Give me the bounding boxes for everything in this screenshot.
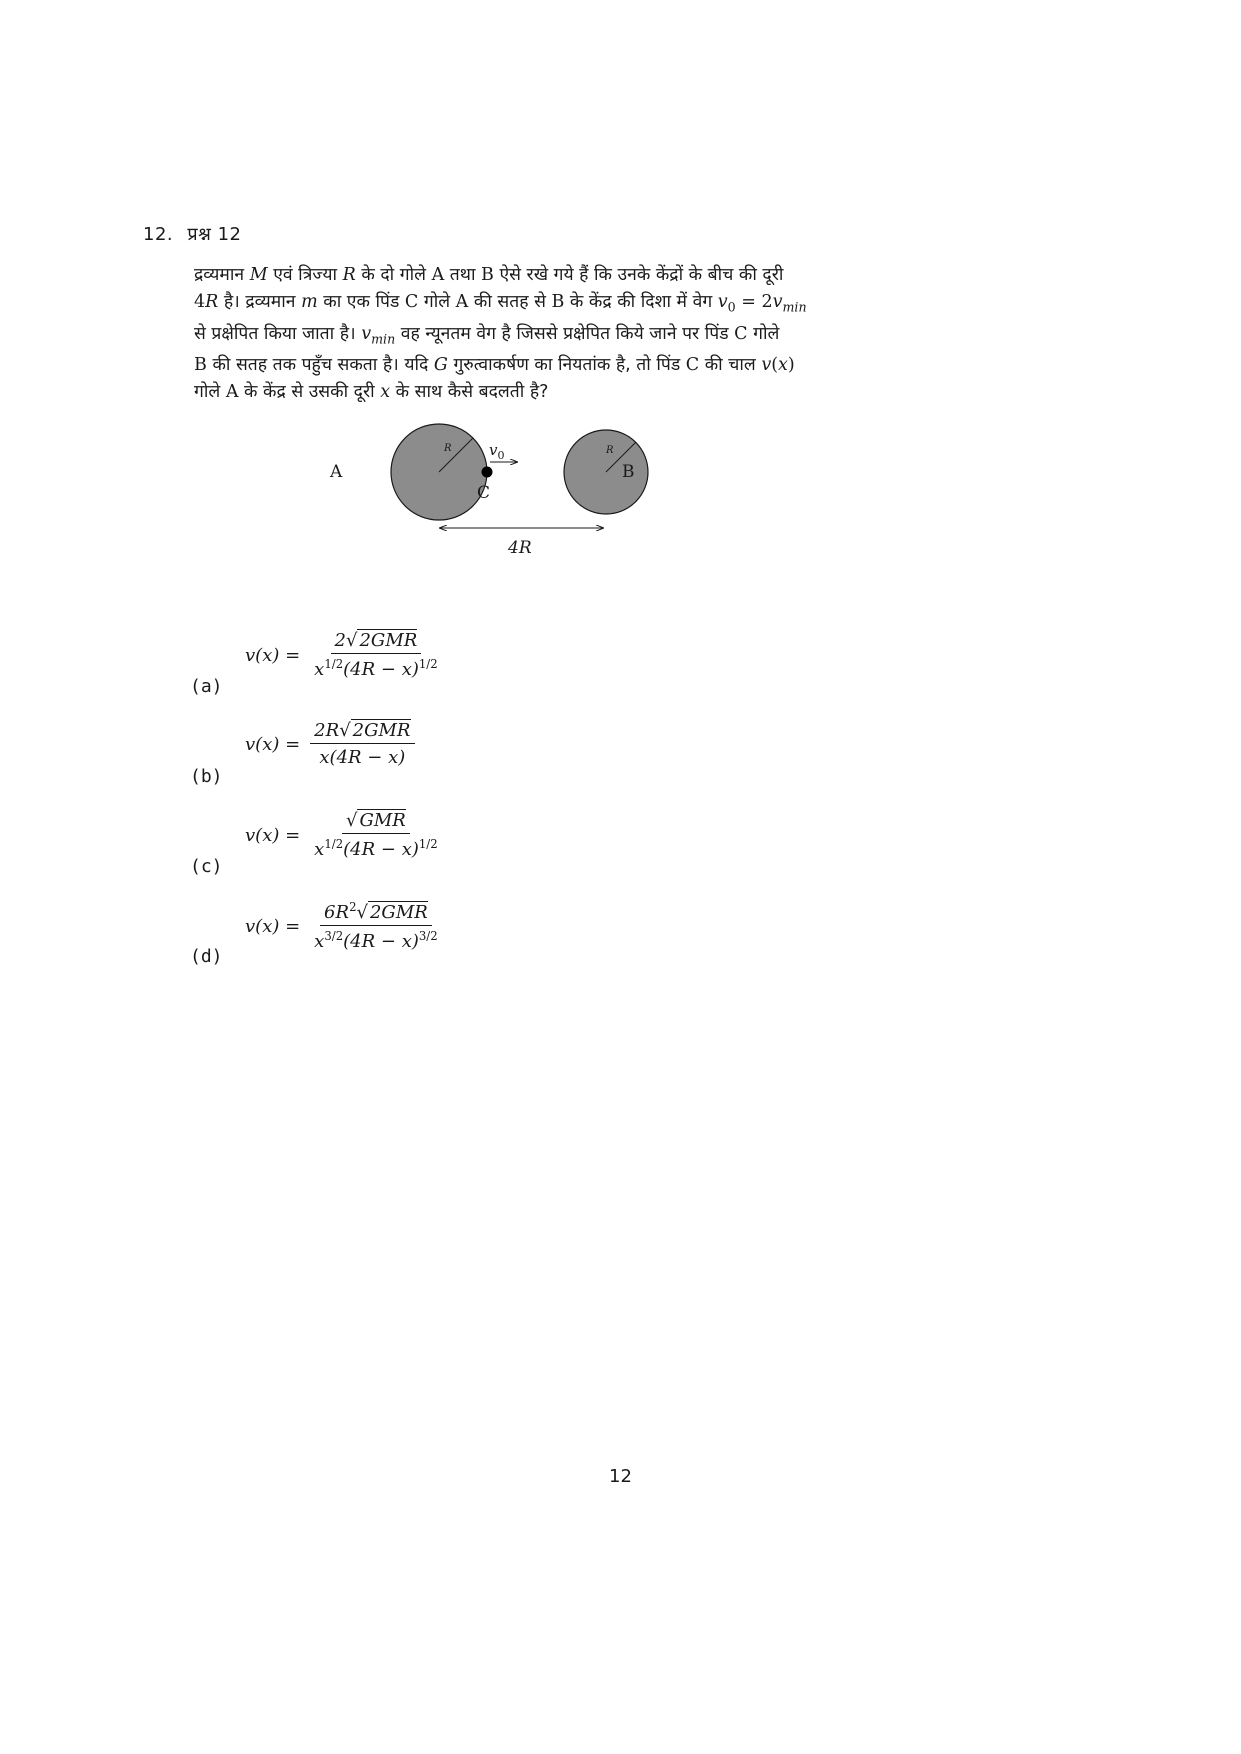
option-label: (a) bbox=[190, 676, 223, 697]
distance-label: 4R bbox=[508, 538, 532, 558]
question-header bbox=[143, 222, 249, 246]
question-text bbox=[194, 262, 884, 406]
option-label: (b) bbox=[190, 766, 223, 787]
question-line: 4R है। द्रव्यमान m का एक पिंड C गोले A की सतह से B के केंद्र की दिशा में वेग $v_0 = 2v_{min}$ bbox=[194, 292, 807, 315]
page-number: 12 bbox=[609, 1466, 632, 1487]
label-c: C bbox=[477, 483, 491, 503]
denominator: $x^{1/2}(4R - x)^{1/2}$ bbox=[314, 837, 438, 860]
denominator: x(4R − x) bbox=[319, 747, 406, 768]
formula bbox=[245, 810, 442, 860]
numerator: 2R√ 2GMR bbox=[310, 720, 414, 744]
radius-label-b: R bbox=[606, 445, 614, 456]
formula-lhs: v(x) = bbox=[245, 915, 301, 937]
question-line: द्रव्यमान M एवं त्रिज्या R के दो गोले A तथा B ऐसे रखे गये हैं कि उनके केंद्रों के बीच की दूरी bbox=[194, 265, 784, 285]
denominator: $x^{1/2}(4R - x)^{1/2}$ bbox=[314, 657, 438, 680]
question-line: से प्रक्षेपित किया जाता है। $v_{min}$ वह न्यूनतम वेग है जिससे प्रक्षेपित किये जाने पर पिंड C गोले bbox=[194, 323, 780, 346]
question-number: 12. bbox=[143, 224, 174, 245]
fraction bbox=[310, 630, 442, 680]
option-label: (c) bbox=[190, 856, 223, 877]
formula bbox=[245, 630, 442, 680]
label-a: A bbox=[330, 462, 343, 482]
question-title: प्रश्न 12 bbox=[187, 224, 242, 245]
numerator: 2√ 2GMR bbox=[331, 630, 422, 654]
label-b: B bbox=[622, 462, 635, 482]
numerator: $6R^2√$ 2GMR bbox=[320, 900, 432, 926]
option-label: (d) bbox=[190, 946, 223, 967]
question-line: गोले A के केंद्र से उसकी दूरी x के साथ कैसे बदलती है? bbox=[194, 382, 549, 402]
formula-lhs: v(x) = bbox=[245, 644, 301, 666]
formula bbox=[245, 900, 442, 952]
numerator: √ GMR bbox=[342, 810, 410, 834]
denominator: $x^{3/2}(4R - x)^{3/2}$ bbox=[314, 929, 438, 952]
formula bbox=[245, 720, 415, 768]
fraction bbox=[310, 810, 442, 860]
radius-label-a: R bbox=[444, 443, 452, 454]
velocity-label: $v_0$ bbox=[489, 441, 505, 462]
formula-lhs: v(x) = bbox=[245, 733, 301, 755]
question-line: B की सतह तक पहुँच सकता है। यदि G गुरुत्वाकर्षण का नियतांक है, तो पिंड C की चाल v(x) bbox=[194, 355, 795, 375]
formula-lhs: v(x) = bbox=[245, 824, 301, 846]
spheres-diagram bbox=[330, 425, 720, 575]
body-c bbox=[482, 467, 493, 478]
fraction bbox=[310, 900, 442, 952]
fraction bbox=[310, 720, 414, 768]
